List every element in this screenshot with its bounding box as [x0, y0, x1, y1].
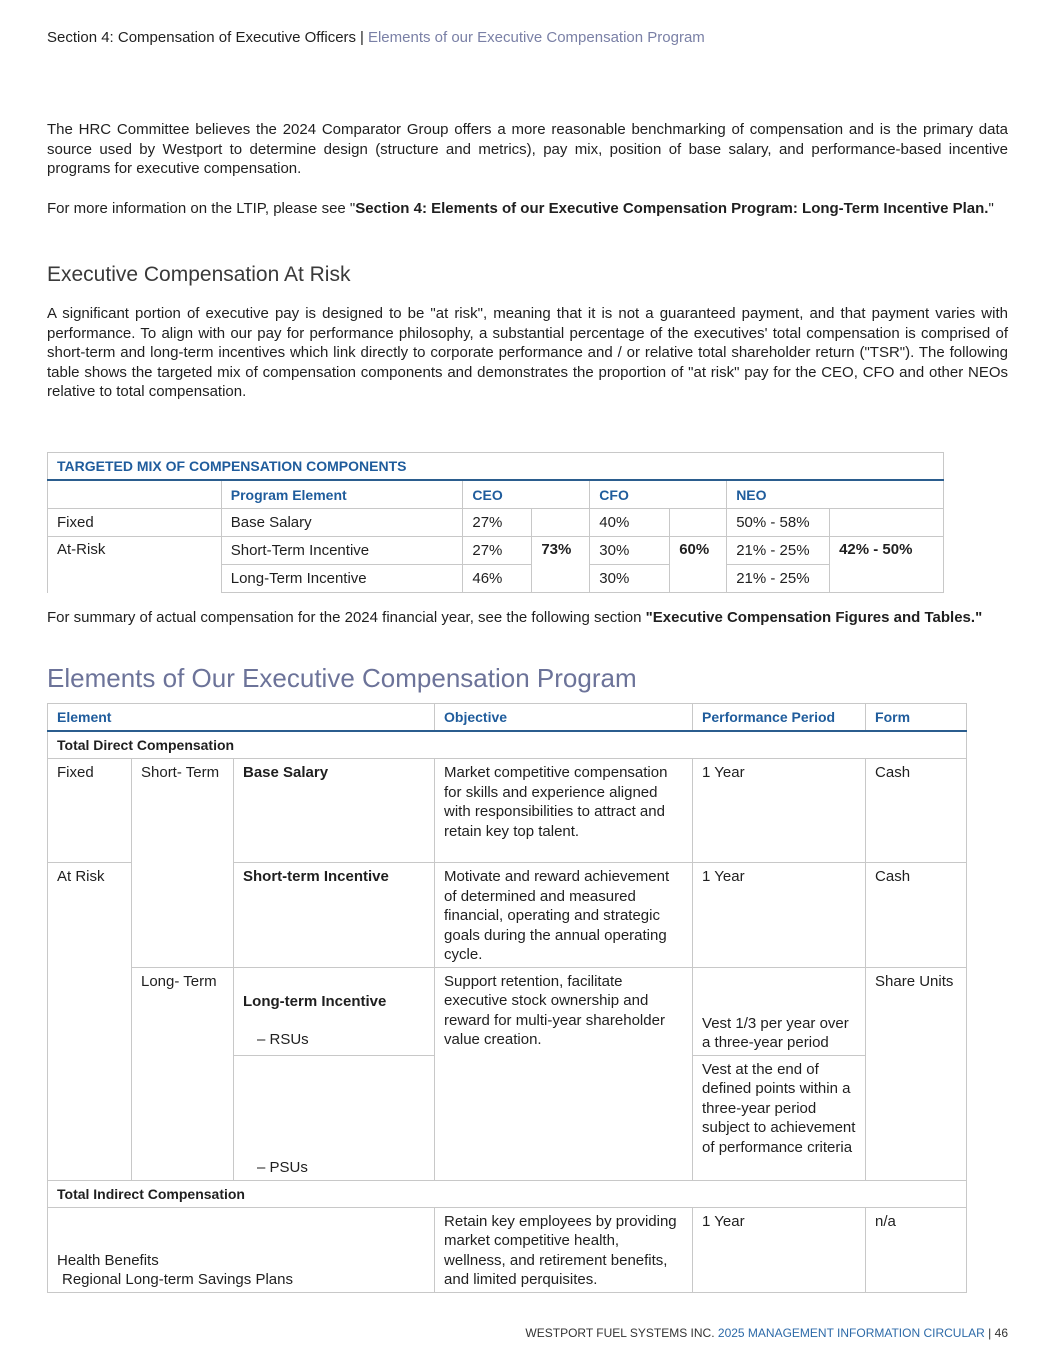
elements-heading: Elements of Our Executive Compensation Program — [47, 663, 637, 693]
indirect-period: 1 Year — [693, 1207, 866, 1292]
mix-header-program-element: Program Element — [221, 480, 463, 509]
at-risk-body: A significant portion of executive pay is designed to be "at risk", meaning that it is not a guaranteed payment, and that payment varies with performance. To align with our pay for performance philosophy, a substantial percentage of the executives' total compensation is comprised of short-term and long-term incentives which link directly to corporate performance and / or relative total shareholder return ("TSR"). The following table shows the targeted mix of compensation components and demonstrates the proportion of "at risk" pay for the CEO, CFO and other NEOs relative to total compensation. — [47, 305, 1008, 400]
mix-cfo-total: 60% — [670, 537, 727, 593]
savings-plans-label: Regional Long-term Savings Plans — [62, 1271, 293, 1288]
sti-form: Cash — [866, 863, 967, 968]
elements-header-element: Element — [48, 704, 435, 732]
sti-objective: Motivate and reward achievement of determined and measured financial, operating and strategic goals during the annual operating cycle. — [435, 863, 693, 968]
lti-form: Share Units — [866, 967, 967, 1180]
header-subsection: Elements of our Executive Compensation Program — [367, 29, 705, 46]
mix-element: Short-Term Incentive — [221, 537, 463, 565]
mix-cfo: 30% — [590, 565, 670, 593]
indirect-objective: Retain key employees by providing market competitive health, wellness, and retirement benefits, and limited perquisites. — [435, 1207, 693, 1292]
elements-header-form: Form — [866, 704, 967, 732]
ltip-ref-suffix: " — [988, 200, 994, 217]
mix-cfo-blank — [670, 509, 727, 537]
fixed-label: Fixed — [48, 759, 132, 863]
mix-header-neo: NEO — [727, 480, 944, 509]
mix-ceo-total: 73% — [532, 537, 590, 593]
ltip-ref-link: Section 4: Elements of our Executive Compensation Program: Long-Term Incentive Plan. — [355, 200, 989, 217]
mix-ceo: 27% — [463, 509, 532, 537]
short-term-label: Short- Term — [132, 759, 234, 968]
footer-separator: | — [988, 1326, 992, 1340]
mix-neo: 50% - 58% — [727, 509, 830, 537]
targeted-mix-table — [47, 452, 944, 593]
header-separator: | — [360, 29, 364, 46]
mix-header-blank — [48, 480, 222, 509]
base-salary-label: Base Salary — [243, 764, 329, 781]
page-footer — [525, 1325, 1008, 1341]
sti-period: 1 Year — [693, 863, 866, 968]
base-salary-objective: Market competitive compensation for skills and experience aligned with responsibilities to attract and retain key top talent. — [435, 759, 693, 863]
mix-neo: 21% - 25% — [727, 565, 830, 593]
intro-paragraph-1: The HRC Committee believes the 2024 Comparator Group offers a more reasonable benchmarking of compensation and is the primary data source used by Westport to determine design (structure and metrics), pay mix, position of base salary, and performance-based incentive programs for executive compensation. — [47, 121, 1008, 177]
elements-header-period: Performance Period — [693, 704, 866, 732]
lti-objective: Support retention, facilitate executive stock ownership and reward for multi-year shareholder value creation. — [435, 967, 693, 1180]
at-risk-heading: Executive Compensation At Risk — [47, 263, 351, 286]
row-lti-rsu — [48, 967, 967, 1055]
mix-cfo: 30% — [590, 537, 670, 565]
psu-period: Vest at the end of defined points within a three-year period subject to achievement of performance criteria — [693, 1055, 866, 1180]
mix-row-sti — [48, 537, 944, 565]
mix-ceo: 27% — [463, 537, 532, 565]
psus-label: – PSUs — [257, 1159, 308, 1176]
ltip-ref-prefix: For more information on the LTIP, please see " — [47, 200, 356, 217]
indirect-form: n/a — [866, 1207, 967, 1292]
long-term-label: Long- Term — [132, 967, 234, 1180]
mix-header-cfo: CFO — [590, 480, 727, 509]
footer-document: 2025 MANAGEMENT INFORMATION CIRCULAR — [717, 1326, 985, 1340]
total-indirect-label: Total Indirect Compensation — [48, 1180, 967, 1207]
sti-label: Short-term Incentive — [243, 868, 389, 885]
mix-element: Base Salary — [221, 509, 463, 537]
row-base-salary — [48, 759, 967, 863]
intro-paragraph-2 — [47, 199, 1008, 219]
base-salary-form: Cash — [866, 759, 967, 863]
mix-category: Fixed — [48, 509, 222, 537]
total-direct-label: Total Direct Compensation — [48, 731, 967, 759]
mix-neo: 21% - 25% — [727, 537, 830, 565]
mix-header-ceo: CEO — [463, 480, 590, 509]
row-indirect — [48, 1207, 967, 1292]
mix-ceo-blank — [532, 509, 590, 537]
mix-neo-blank — [830, 509, 944, 537]
elements-table — [47, 703, 967, 1293]
mix-table-title: TARGETED MIX OF COMPENSATION COMPONENTS — [48, 453, 944, 481]
mix-element: Long-Term Incentive — [221, 565, 463, 593]
page-number: 46 — [994, 1326, 1008, 1340]
mix-category: At-Risk — [48, 537, 222, 593]
mix-ceo: 46% — [463, 565, 532, 593]
page-header — [47, 28, 705, 48]
rsus-label: – RSUs — [257, 1031, 309, 1048]
elements-header-objective: Objective — [435, 704, 693, 732]
at-risk-label: At Risk — [48, 863, 132, 1181]
mix-cfo: 40% — [590, 509, 670, 537]
header-section: Section 4: Compensation of Executive Officers — [47, 29, 357, 46]
summary-paragraph — [47, 608, 1008, 628]
summary-link: "Executive Compensation Figures and Tables." — [645, 609, 983, 626]
lti-label: Long-term Incentive — [243, 992, 387, 1010]
mix-neo-total: 42% - 50% — [830, 537, 944, 593]
mix-row-fixed — [48, 509, 944, 537]
summary-prefix: For summary of actual compensation for the 2024 financial year, see the following section — [47, 609, 646, 626]
base-salary-period: 1 Year — [693, 759, 866, 863]
health-benefits-label: Health Benefits — [57, 1251, 159, 1269]
footer-company: WESTPORT FUEL SYSTEMS INC. — [525, 1326, 715, 1340]
rsu-period: Vest 1/3 per year over a three-year period — [693, 967, 866, 1055]
